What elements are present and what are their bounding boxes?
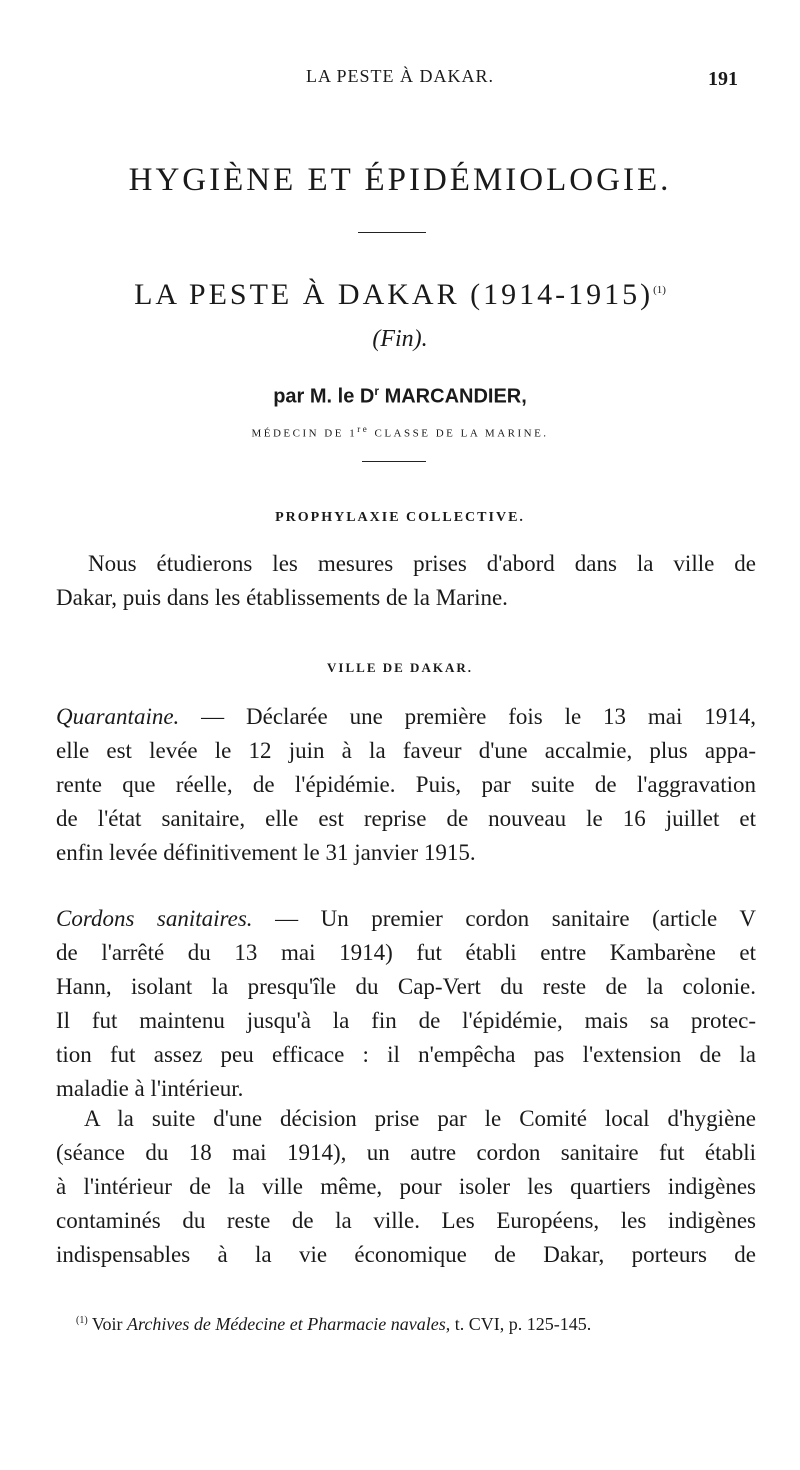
text-run: — Un premier cordon sanitaire (article V	[252, 906, 756, 931]
runin-heading: Quarantaine.	[56, 704, 180, 729]
subsubsection-heading: VILLE DE DAKAR.	[327, 660, 473, 675]
text-line: Il fut maintenu jusqu'à la fin de l'épidémie, mais sa protec-	[56, 1008, 756, 1033]
article-subtitle: (Fin).	[372, 326, 428, 352]
page-number: 191	[708, 68, 738, 90]
text-run: — Déclarée une première fois le 13 mai 1914,	[179, 704, 756, 729]
text-line: à l'intérieur de la ville même, pour isoler les quartiers indigènes	[56, 1174, 756, 1199]
footnote-mark: (1)	[76, 1315, 88, 1326]
text-line: Nous étudierons les mesures prises d'abord dans la ville de	[88, 551, 756, 576]
paragraph-intro	[56, 547, 756, 615]
text-line: elle est levée le 12 juin à la faveur d'une accalmie, plus appa-	[56, 738, 756, 763]
footnote	[76, 1314, 776, 1335]
divider-rule	[358, 232, 426, 233]
author-byline	[0, 384, 800, 409]
text-line: tion fut assez peu efficace : il n'empêcha pas l'extension de la	[56, 1042, 756, 1067]
text-line: Dakar, puis dans les établissements de la Marine.	[56, 585, 508, 610]
running-header	[0, 60, 800, 100]
author-affiliation	[0, 424, 800, 440]
footnote-text: , t. CVI, p. 125-145.	[445, 1314, 592, 1334]
text-line: (séance du 18 mai 1914), un autre cordon sanitaire fut établi	[56, 1140, 756, 1165]
text-line	[56, 700, 756, 734]
byline-prefix: par M. le D	[273, 385, 375, 408]
text-line: rente que réelle, de l'épidémie. Puis, par suite de l'aggravation	[56, 772, 756, 797]
affiliation-superscript: re	[357, 424, 370, 434]
text-line: enfin levée définitivement le 31 janvier 1915.	[56, 840, 476, 865]
text-line: maladie à l'intérieur.	[56, 1076, 244, 1101]
runin-heading: Cordons sanitaires.	[56, 906, 253, 931]
running-title: LA PESTE À DAKAR.	[305, 66, 494, 86]
footnote-journal: Archives de Médecine et Pharmacie navales	[127, 1314, 446, 1334]
byline-superscript: r	[374, 384, 380, 398]
article-title	[0, 278, 800, 312]
author-name: MARCANDIER,	[379, 385, 527, 408]
subsection-heading: PROPHYLAXIE COLLECTIVE.	[275, 510, 525, 525]
paragraph-cordons	[56, 902, 756, 1106]
text-line: de l'arrêté du 13 mai 1914) fut établi entre Kambarène et	[56, 940, 756, 965]
text-line: indispensables à la vie économique de Dakar, porteurs de	[56, 1242, 756, 1267]
footnote-reference: (1)	[653, 284, 666, 296]
affiliation-suffix: CLASSE DE LA MARINE.	[369, 427, 549, 440]
divider-rule	[362, 461, 426, 462]
affiliation-prefix: MÉDECIN DE 1	[251, 427, 358, 440]
footnote-text: Voir	[87, 1314, 128, 1334]
text-line: contaminés du reste de la ville. Les Européens, les indigènes	[56, 1208, 756, 1233]
section-heading: HYGIÈNE ET ÉPIDÉMIOLOGIE.	[128, 162, 672, 198]
text-line: de l'état sanitaire, elle est reprise de nouveau le 16 juillet et	[56, 806, 756, 831]
paragraph-second-cordon	[56, 1102, 756, 1272]
article-title-text: LA PESTE À DAKAR (1914-1915)	[134, 278, 654, 311]
text-line: A la suite d'une décision prise par le Comité local d'hygiène	[84, 1106, 756, 1131]
text-line: Hann, isolant la presqu'île du Cap-Vert du reste de la colonie.	[56, 974, 756, 999]
text-line	[56, 902, 756, 936]
paragraph-quarantaine	[56, 700, 756, 870]
